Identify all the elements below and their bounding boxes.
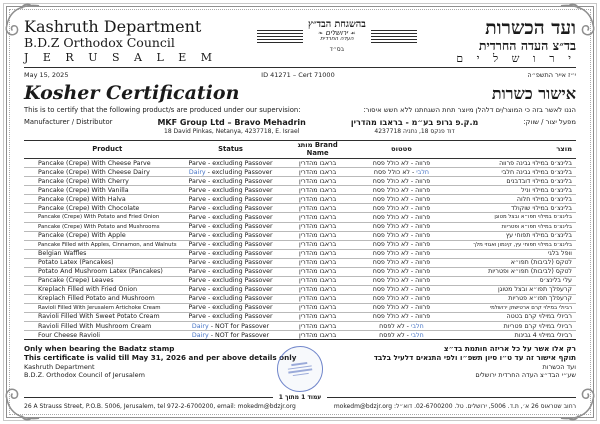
brand-name: בראבו מהדרין: [283, 294, 353, 303]
corner-flourish-icon: [2, 384, 40, 422]
signature-council-english: B.D.Z. Orthodox Council of Jerusalem: [24, 371, 145, 380]
product-name-english: Kreplach Filled with Fried Onion: [24, 285, 179, 294]
certify-text-hebrew: הננו לאשר בזה כי המוצר/ים דלהלן מיוצר תחת השגחתנו ללא חשש איסור:: [363, 105, 576, 114]
table-row: [24, 303, 576, 312]
product-name-english: Belgian Waffles: [24, 249, 179, 258]
signature-council-hebrew: שע״י הבד״צ העדה החרדית ירושלים: [475, 371, 576, 380]
corner-flourish-icon: [560, 2, 598, 40]
status-hebrew: חלבי - לא כולל פסח: [353, 168, 450, 177]
speedlines-right-icon: [371, 30, 417, 43]
product-name-english: Pancake (Crepe) With Vanilla: [24, 186, 179, 195]
brand-name: בראבו מהדרין: [283, 249, 353, 258]
badatz-emblem: [308, 20, 366, 53]
badatz-stamp-note-english: Only when bearing the Badatz stamp: [24, 344, 175, 354]
product-name-english: Four Cheese Ravioli: [38, 331, 101, 339]
status-english: Parve - excluding Passover: [179, 204, 283, 213]
status-hebrew: חלבי - לא לפסח: [353, 322, 450, 331]
certify-row: [24, 106, 576, 114]
product-name-hebrew: בלינצ׳ס במילוי תפוחי עץ: [450, 231, 576, 240]
org-name-hebrew: [456, 18, 576, 65]
status-hebrew: פרווה - לא כולל פסח: [353, 249, 450, 258]
manufacturer-name-hebrew: מ.ק.פ גרופ בע״מ - בראבו מהדרין: [350, 117, 479, 127]
status-english: Parve - excluding Passover: [179, 231, 283, 240]
col-header-brand: Brand מותג Name: [283, 141, 353, 159]
product-name-hebrew: בלינצ׳ס במילוי וניל: [450, 186, 576, 195]
table-row: [24, 159, 576, 168]
product-name-hebrew: בלינצ׳ס במילוי תפו״א ובצל מטוגן: [450, 213, 576, 222]
contact-hebrew: רחוב שטראוס 26 א׳, ת.ד. 5006, ירושלים. טל. 02-6700200. דוא״ל: mokedm@bdzjr.org: [333, 403, 576, 410]
signature-dept-hebrew: ועד הכשרות: [542, 362, 576, 371]
emblem-bottom-text: העדה החרדית: [320, 36, 354, 43]
brand-name: בראבו מהדרין: [283, 159, 353, 168]
notes-hebrew: [374, 344, 576, 380]
product-name-hebrew: רביולי במילוי 4 גבינות: [514, 331, 572, 339]
status-hebrew: פרווה - לא כולל פסח: [353, 195, 450, 204]
col-header-product: Product: [24, 141, 179, 159]
product-name-hebrew: בלינצ׳ס במילוי תפוחי עץ, קינמון ואגוזי מלך: [450, 240, 576, 249]
contact-row: [24, 403, 576, 410]
brand-name: בראבו מהדרין: [283, 258, 353, 267]
table-row: [24, 177, 576, 186]
footer-rule-left: [24, 397, 273, 398]
product-table: [24, 140, 576, 340]
status-english: Parve - excluding Passover: [179, 177, 283, 186]
product-name-hebrew: רביולי במילוי קרם בטטה: [450, 312, 576, 321]
status-hebrew: פרווה - לא כולל פסח: [353, 285, 450, 294]
table-row: [24, 213, 576, 222]
date-english: May 15, 2025: [24, 70, 69, 79]
product-name-hebrew: לטקס (לביבות) תפו״א: [450, 258, 576, 267]
manufacturer-row: [24, 118, 576, 136]
brand-name: בראבו מהדרין: [283, 177, 353, 186]
product-name-hebrew: בלינצ׳ס במילוי חלוה: [450, 195, 576, 204]
table-row: [24, 204, 576, 213]
table-header-row: [24, 141, 576, 159]
org-name-english: [24, 18, 218, 64]
product-name-english: Potato And Mushroom Latex (Pancakes): [24, 267, 179, 276]
product-name-hebrew: בלינצ׳ס במילוי גבינה פרווה: [450, 159, 576, 168]
validity-note-hebrew: תוקף אישור זה עד ט״ו סיון תשפ״ו ולפי התנאים דלעיל בלבד: [373, 353, 576, 363]
status-english: Parve - excluding Passover: [179, 159, 283, 168]
table-row: [24, 249, 576, 258]
notes-english: [24, 344, 296, 380]
status-english: Parve - excluding Passover: [179, 222, 283, 231]
bsd-text: בס״ד: [329, 46, 345, 54]
brand-name: בראבו מהדרין: [283, 186, 353, 195]
page-number: עמוד 1 מתוך 1: [278, 394, 322, 401]
product-name-hebrew: בלינצ׳ס במילוי גבינה חלבי: [450, 168, 576, 177]
badatz-stamp-note-hebrew: רק אלו אשר על כל אריזה חותמת בד״צ: [443, 344, 576, 354]
col-header-product-hebrew: מוצר: [450, 141, 576, 159]
emblem-middle-text: ❧ ירושלים ☙: [318, 28, 356, 37]
brand-name: בראבו מהדרין: [283, 322, 353, 331]
date-hebrew: י״ז אייר התשפ״ה: [527, 70, 576, 79]
certify-text-english: This is to certify that the following product/s are produced under our supervision:: [24, 105, 301, 114]
status-hebrew: פרווה - לא כולל פסח: [353, 186, 450, 195]
validity-note-english: This certificate is valid till May 31, 2026 and per above details only: [24, 353, 297, 363]
header-divider: [24, 67, 576, 68]
col-header-status: Status: [179, 141, 283, 159]
speedlines-left-icon: [257, 30, 303, 43]
brand-name: בראבו מהדרין: [299, 331, 337, 339]
brand-name: בראבו מהדרין: [283, 285, 353, 294]
product-name-hebrew: בלינצ׳ס במילוי תפו״א ופטריות: [450, 222, 576, 231]
org-line3: J E R U S A L E M: [24, 50, 218, 64]
status-english: Parve - excluding Passover: [179, 240, 283, 249]
product-name-english: Pancake (Crepe) With Cheese Parve: [24, 159, 179, 168]
corner-flourish-icon: [560, 384, 598, 422]
status-hebrew: פרווה - לא כולל פסח: [353, 213, 450, 222]
product-name-english: Pancake (Crepe) With Potato and Fried Onion: [24, 213, 179, 222]
status-english: Parve - excluding Passover: [179, 312, 283, 321]
badatz-logo: [257, 20, 417, 53]
product-name-hebrew: וופל בלגי: [450, 249, 576, 258]
org-he-line2: בד״צ העדה החרדית: [478, 37, 576, 53]
product-name-english: Pancake Filled with Apples, Cinnamon, and Walnuts: [24, 240, 179, 249]
product-name-hebrew: לטקס (לביבות) תפו״א ופטריות: [450, 267, 576, 276]
brand-name: בראבו מהדרין: [283, 267, 353, 276]
status-english: Dairy - excluding Passover: [179, 168, 283, 177]
product-name-hebrew: רביולי במילוי קרם ארטישוק ירושלמי: [450, 303, 576, 312]
product-name-english: Ravioli Filled With Jerusalem Artichoke Cream: [24, 303, 179, 312]
table-row: [24, 294, 576, 303]
status-english: Parve - excluding Passover: [179, 276, 283, 285]
table-row: [24, 331, 576, 340]
table-row: [24, 168, 576, 177]
product-name-english: Pancake (Crepe) With Halva: [24, 195, 179, 204]
brand-name: בראבו מהדרין: [283, 213, 353, 222]
status-hebrew: חלבי - לא לפסח: [379, 331, 424, 339]
status-hebrew: פרווה - לא כולל פסח: [353, 312, 450, 321]
manufacturer-address-english: 18 David Pinkas, Netanya, 4237718, E. Israel: [164, 127, 300, 135]
brand-name: בראבו מהדרין: [283, 231, 353, 240]
status-hebrew: פרווה - לא כולל פסח: [353, 177, 450, 186]
table-row: [24, 322, 576, 331]
signature-dept-english: Kashruth Department: [24, 362, 95, 371]
brand-name: בראבו מהדרין: [283, 195, 353, 204]
brand-name: בראבו מהדרין: [283, 168, 353, 177]
brand-name: בראבו מהדרין: [283, 222, 353, 231]
status-hebrew: פרווה - לא כולל פסח: [353, 294, 450, 303]
product-name-hebrew: עלי בלינצ׳ס: [450, 276, 576, 285]
product-name-english: Pancake (Crepe) With Chocolate: [24, 204, 179, 213]
manufacturer-name-english: MKF Group Ltd – Bravo Mehadrin: [157, 117, 306, 127]
footer-notes: [24, 344, 576, 380]
manufacturer-block-english: [157, 118, 305, 136]
status-hebrew: פרווה - לא כולל פסח: [353, 303, 450, 312]
status-english: Parve - excluding Passover: [179, 267, 283, 276]
product-name-english: Potato Latex (Pancakes): [24, 258, 179, 267]
status-english: Dairy - NOT for Passover: [179, 322, 283, 331]
status-english: Parve - excluding Passover: [179, 186, 283, 195]
table-row: [24, 231, 576, 240]
status-hebrew: פרווה - לא כולל פסח: [353, 204, 450, 213]
product-name-english: Pancake (Crepe) With Cheese Dairy: [24, 168, 179, 177]
corner-flourish-icon: [2, 2, 40, 40]
org-he-line3: י ר ו ש ל י ם: [456, 51, 576, 65]
product-name-english: Pancake (Crepe) With Apple: [24, 231, 179, 240]
status-english: Parve - excluding Passover: [179, 294, 283, 303]
brand-name: בראבו מהדרין: [283, 240, 353, 249]
manufacturer-label-hebrew: מפעל יצור / שווק:: [523, 117, 576, 126]
brand-name: בראבו מהדרין: [283, 204, 353, 213]
footer-rule-right: [327, 397, 576, 398]
meta-row: [24, 71, 576, 79]
status-hebrew: פרווה - לא כולל פסח: [353, 276, 450, 285]
title-row: [24, 82, 576, 104]
table-row: [24, 312, 576, 321]
status-hebrew: פרווה - לא כולל פסח: [353, 267, 450, 276]
table-row: [24, 222, 576, 231]
org-he-line1: ועד הכשרות: [485, 17, 576, 39]
bottom-bar: [24, 394, 576, 410]
product-name-english: Ravioli Filled With Mushroom Cream: [24, 322, 179, 331]
product-name-english: Pancake (Crepe) Leaves: [24, 276, 179, 285]
table-row: [24, 285, 576, 294]
table-row: [24, 240, 576, 249]
table-row: [24, 267, 576, 276]
product-name-hebrew: רביולי במילוי קרם פטריות: [450, 322, 576, 331]
status-hebrew: פרווה - לא כולל פסח: [353, 240, 450, 249]
manufacturer-label-english: Manufacturer / Distributor: [24, 117, 113, 126]
table-row: [24, 195, 576, 204]
product-name-hebrew: קרעפלך תפו״א פטריות: [450, 294, 576, 303]
page-title-hebrew: אישור כשרות: [491, 83, 576, 103]
product-name-english: Ravioli Filled With Sweet Potato Cream: [24, 312, 179, 321]
manufacturer-address-hebrew: דוד פנקס 18, נתניה 4237718: [374, 127, 455, 135]
product-name-hebrew: בלינצ׳ס במילוי דובדבנים: [450, 177, 576, 186]
manufacturer-block-hebrew: [351, 118, 478, 136]
brand-name: בראבו מהדרין: [283, 303, 353, 312]
product-name-english: Kreplach Filled Potato and Mushroom: [24, 294, 179, 303]
status-english: Dairy - NOT for Passover: [191, 331, 270, 339]
col-header-status-hebrew: סטטוס: [353, 141, 450, 159]
product-table-body: [24, 159, 576, 340]
product-name-hebrew: בלינצ׳ס במילוי שוקולד: [450, 204, 576, 213]
org-line1: Kashruth Department: [24, 17, 202, 36]
org-line2: B.D.Z Orthodox Council: [24, 35, 175, 51]
status-english: Parve - excluding Passover: [179, 258, 283, 267]
letterhead: [24, 18, 576, 65]
status-hebrew: פרווה - לא כולל פסח: [353, 222, 450, 231]
product-name-hebrew: קרעפלך תפו״א ובצל מטוגן: [450, 285, 576, 294]
table-row: [24, 276, 576, 285]
table-row: [24, 186, 576, 195]
page-number-row: [24, 394, 576, 401]
status-english: Parve - excluding Passover: [179, 213, 283, 222]
emblem-top-text: בהשגחת הבד״ץ: [307, 19, 366, 30]
status-english: Parve - excluding Passover: [179, 249, 283, 258]
brand-name: בראבו מהדרין: [283, 312, 353, 321]
table-row: [24, 258, 576, 267]
status-hebrew: פרווה - לא כולל פסח: [353, 231, 450, 240]
status-english: Parve - excluding Passover: [179, 303, 283, 312]
status-hebrew: פרווה - לא כולל פסח: [353, 258, 450, 267]
contact-english: 26 A Strauss Street, P.O.B. 5006, Jerusalem, tel 972-2-6700200, email: mokedm@bdzjr.org: [24, 403, 296, 410]
product-name-english: Pancake (Crepe) With Cherry: [24, 177, 179, 186]
status-english: Parve - excluding Passover: [179, 195, 283, 204]
status-hebrew: פרווה - לא כולל פסח: [353, 159, 450, 168]
product-name-english: Pancake (Crepe) With Potato and Mushrooms: [24, 222, 179, 231]
certificate-id: ID 41271 – Cert 71000: [261, 70, 335, 79]
status-english: Parve - excluding Passover: [179, 285, 283, 294]
brand-name: בראבו מהדרין: [283, 276, 353, 285]
page-title-english: Kosher Certification: [24, 81, 240, 104]
